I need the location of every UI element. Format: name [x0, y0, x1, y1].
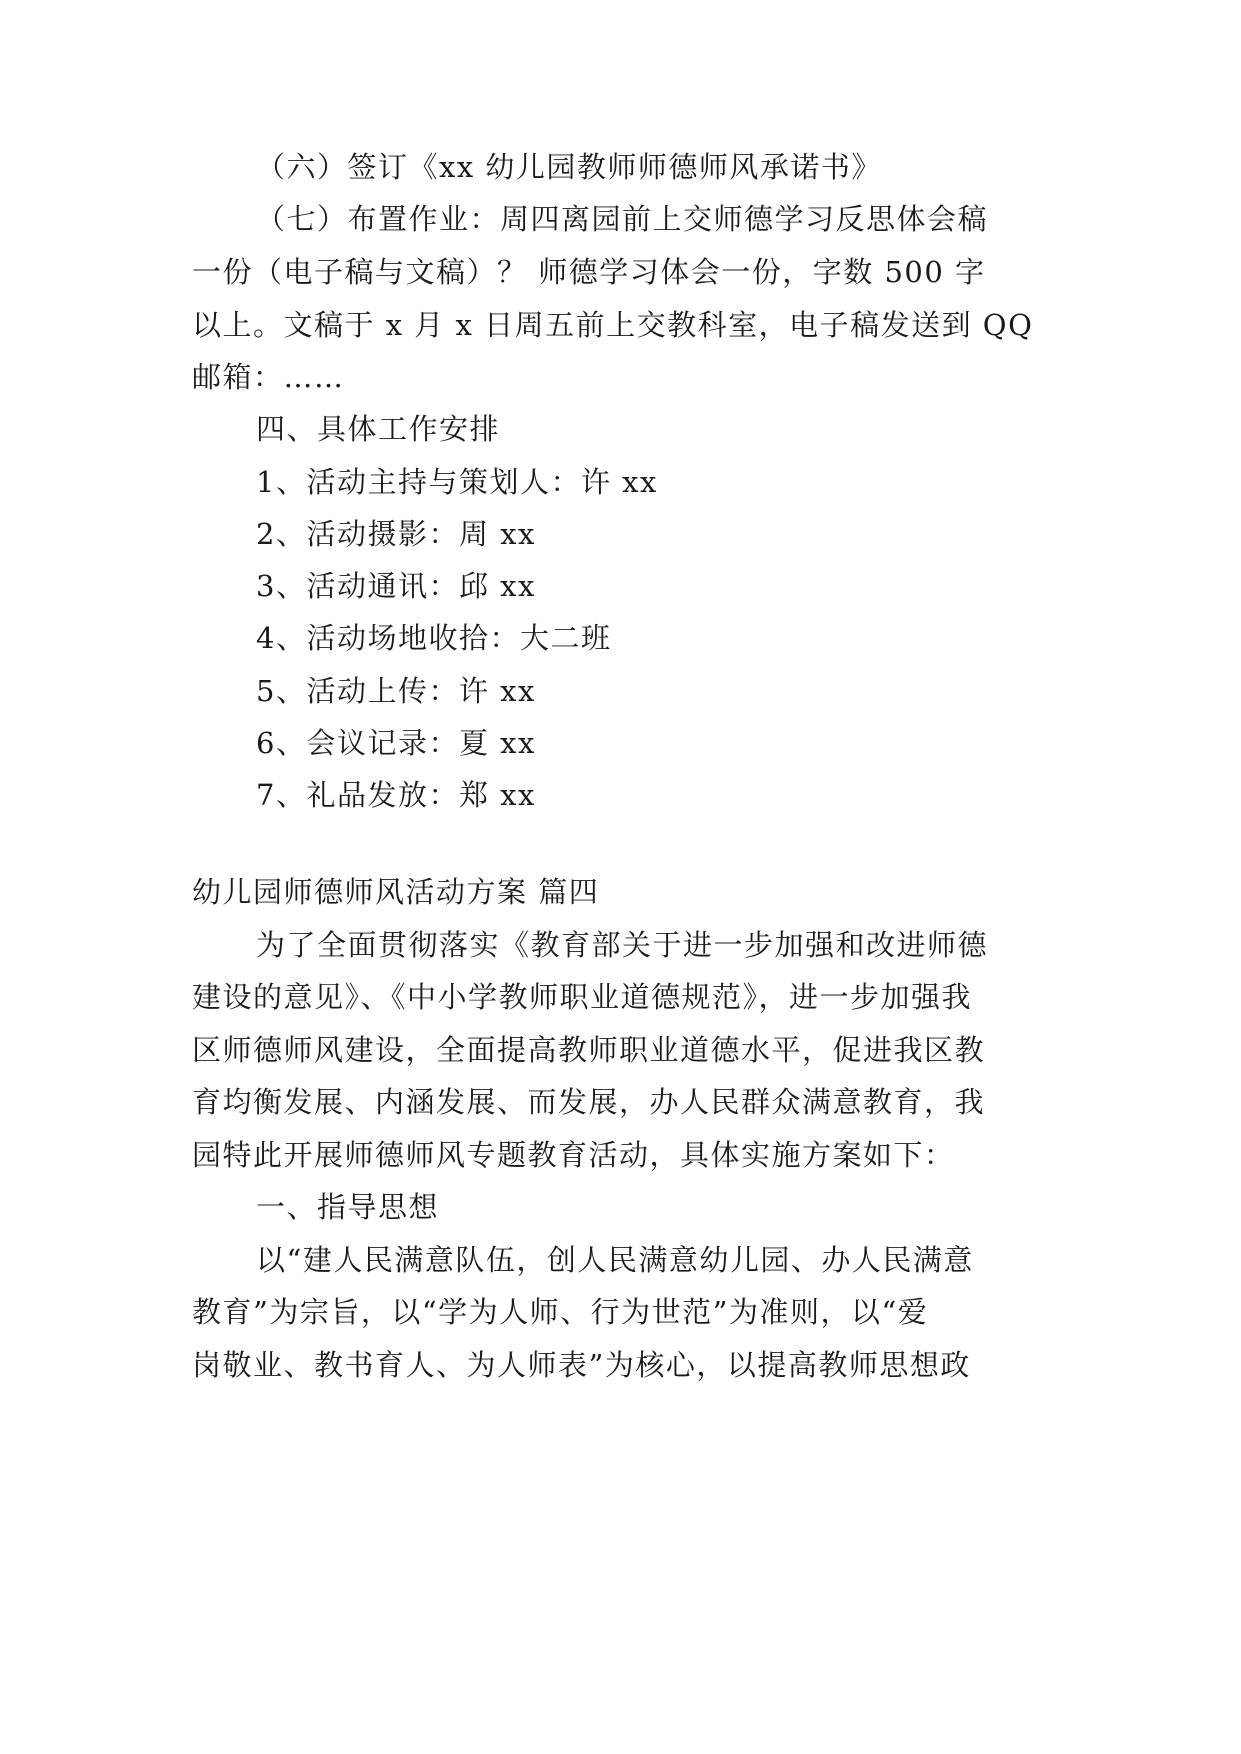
- item-seven-line-4: 邮箱：……: [192, 360, 345, 394]
- arrangement-item-2: 2、活动摄影：周 xx: [256, 517, 536, 551]
- intro-line-4: 育均衡发展、内涵发展、而发展，办人民群众满意教育，我: [192, 1085, 986, 1119]
- intro-line-1: 为了全面贯彻落实《教育部关于进一步加强和改进师德: [256, 928, 989, 962]
- guiding-line-2: 教育”为宗旨，以“学为人师、行为世范”为准则，以“爱: [192, 1295, 929, 1329]
- intro-line-2: 建设的意见》、《中小学教师职业道德规范》，进一步加强我: [192, 980, 973, 1014]
- item-seven-line-3: 以上。文稿于 x 月 x 日周五前上交教科室，电子稿发送到 QQ: [192, 308, 1034, 342]
- item-seven-line-2: 一份（电子稿与文稿）？ 师德学习体会一份，字数 500 字: [192, 255, 986, 289]
- part-four-title: 幼儿园师德师风活动方案 篇四: [192, 875, 600, 909]
- arrangement-item-6: 6、会议记录：夏 xx: [256, 726, 536, 760]
- section-four-heading: 四、具体工作安排: [256, 412, 501, 446]
- arrangement-item-4: 4、活动场地收拾：大二班: [256, 621, 612, 655]
- arrangement-item-1: 1、活动主持与策划人：许 xx: [256, 465, 658, 499]
- intro-line-5: 园特此开展师德师风专题教育活动，具体实施方案如下：: [192, 1138, 955, 1172]
- arrangement-item-3: 3、活动通讯：邱 xx: [256, 569, 536, 603]
- arrangement-item-7: 7、礼品发放：郑 xx: [256, 778, 536, 812]
- guiding-heading: 一、指导思想: [256, 1190, 440, 1224]
- item-six: （六）签订《xx 幼儿园教师师德师风承诺书》: [256, 150, 882, 184]
- arrangement-item-5: 5、活动上传：许 xx: [256, 674, 536, 708]
- guiding-line-1: 以“建人民满意队伍，创人民满意幼儿园、办人民满意: [256, 1243, 974, 1277]
- guiding-line-3: 岗敬业、教书育人、为人师表”为核心，以提高教师思想政: [192, 1348, 971, 1382]
- item-seven-line-1: （七）布置作业：周四离园前上交师德学习反思体会稿: [256, 202, 989, 236]
- intro-line-3: 区师德师风建设，全面提高教师职业道德水平，促进我区教: [192, 1033, 986, 1067]
